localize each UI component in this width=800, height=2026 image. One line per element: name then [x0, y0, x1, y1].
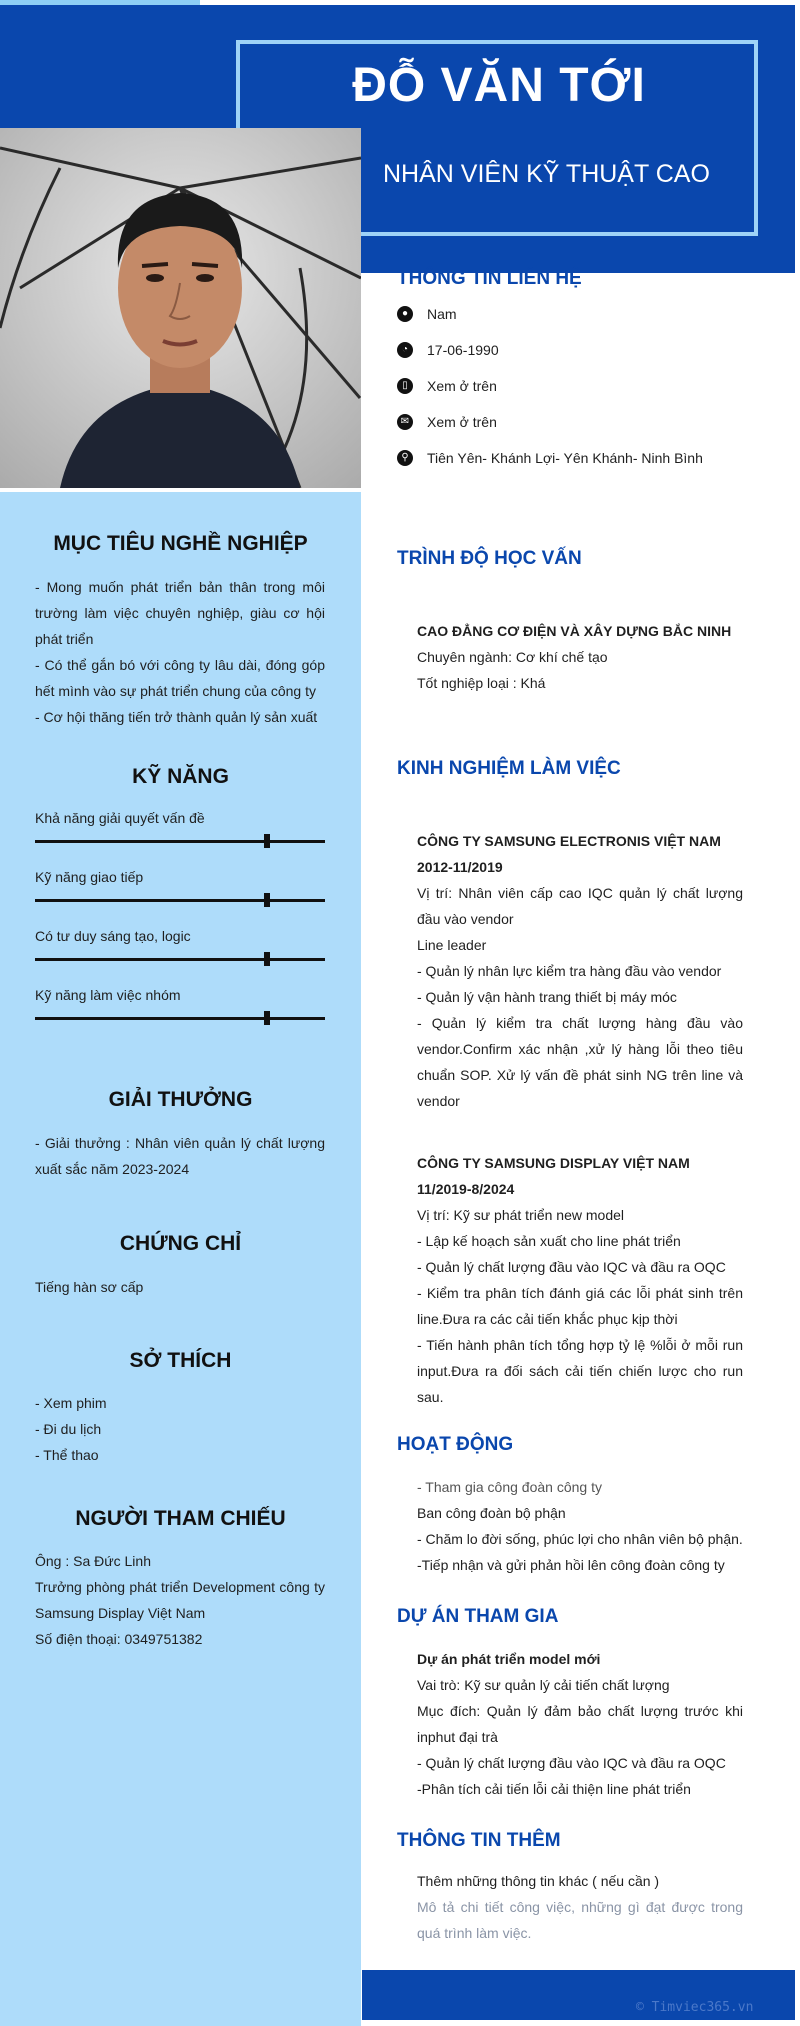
skill-label: Kỹ năng làm việc nhóm	[35, 987, 181, 1003]
hobbies-list	[35, 1390, 325, 1468]
additional-info-title: THÔNG TIN THÊM	[397, 1830, 561, 1851]
certificates-title: CHỨNG CHỈ	[119, 1232, 242, 1255]
person-icon: ●	[397, 306, 413, 322]
skill-bar	[35, 958, 325, 961]
school-name: CAO ĐẲNG CƠ ĐIỆN VÀ XÂY DỰNG BẮC NINH	[417, 623, 732, 639]
location-icon: ⚲	[397, 450, 413, 466]
career-goal-text: - Mong muốn phát triển bản thân trong môi trường làm việc chuyên nghiệp, giàu cơ hội phát triển - Có thể gắn bó với công ty lâu dài, đóng góp hết mình vào sự phát triển chung của công ty - Cơ hội thăng tiến trở thành quản lý sản xuất	[35, 579, 325, 725]
certificates-text: Tiếng hàn sơ cấp	[35, 1279, 144, 1295]
additional-info-block: Thêm những thông tin khác ( nếu cần ) Mô tả chi tiết công việc, những gì đạt được trong quá trình làm việc.	[417, 1873, 743, 1941]
watermark: © Timviec365.vn	[636, 2000, 754, 2015]
education-major: Chuyên ngành: Cơ khí chế tạo	[417, 649, 608, 665]
skill-level-knob	[264, 834, 270, 848]
clock-icon: ◔	[397, 342, 413, 358]
list-item: - Đi du lịch	[35, 1421, 102, 1437]
skill-bar	[35, 840, 325, 843]
activities-title: HOẠT ĐỘNG	[397, 1434, 514, 1455]
skill-level-knob	[264, 1011, 270, 1025]
references-title: NGƯỜI THAM CHIẾU	[75, 1507, 286, 1530]
skill-label: Khả năng giải quyết vấn đề	[35, 810, 205, 826]
hobbies-title: SỞ THÍCH	[129, 1349, 232, 1372]
skill-bar	[35, 899, 325, 902]
skill-label: Có tư duy sáng tạo, logic	[35, 928, 191, 944]
job-description: Vị trí: Kỹ sư phát triển new model - Lập kế hoạch sản xuất cho line phát triển - Quản lý chất lượng đầu vào IQC và đầu ra OQC - Kiểm tra phân tích đánh giá các lỗi phát sinh trên line.Đưa ra các cải tiến khắc phục kịp thời - Tiến hành phân tích tổng hợp tỷ lệ %lỗi ở mỗi run input.Đưa ra đối sách cải tiến chiến lược cho run sau.	[417, 1207, 743, 1405]
list-item: - Xem phim	[35, 1395, 107, 1411]
education-title: TRÌNH ĐỘ HỌC VẤN	[397, 548, 582, 569]
contact-section-title: THÔNG TIN LIÊN HỆ	[397, 268, 582, 289]
profile-photo	[0, 128, 361, 488]
contact-gender: ● Nam	[397, 302, 457, 326]
job-description: Vị trí: Nhân viên cấp cao IQC quản lý chất lượng đầu vào vendor Line leader - Quản lý nhân lực kiểm tra hàng đầu vào vendor - Quản lý vận hành trang thiết bị máy móc - Quản lý kiểm tra chất lượng hàng đầu vào vendor.Confirm xác nhận ,xử lý hàng lỗi theo tiêu chuẩn SOP. Xử lý vấn đề phát sinh NG trên line và vendor	[417, 885, 743, 1109]
phone-icon: ▯	[397, 378, 413, 394]
contact-address: ⚲ Tiên Yên- Khánh Lợi- Yên Khánh- Ninh Bình	[397, 446, 703, 470]
career-goal-title: MỤC TIÊU NGHỀ NGHIỆP	[53, 532, 308, 555]
awards-text: - Giải thưởng : Nhân viên quản lý chất lượng xuất sắc năm 2023-2024	[35, 1135, 325, 1177]
experience-title: KINH NGHIỆM LÀM VIỆC	[397, 758, 621, 779]
project-name: Dự án phát triển model mới	[417, 1651, 601, 1667]
job-period: 2012-11/2019	[417, 859, 503, 875]
education-block	[417, 618, 743, 696]
experience-job-1	[417, 828, 743, 1114]
skill-label: Kỹ năng giao tiếp	[35, 869, 144, 885]
candidate-name: ĐỖ VĂN TỚI	[352, 59, 646, 112]
job-title: NHÂN VIÊN KỸ THUẬT CAO	[383, 160, 710, 188]
activities-block: - Tham gia công đoàn công ty Ban công đoàn bộ phận - Chăm lo đời sống, phúc lợi cho nhân viên bộ phận. -Tiếp nhận và gửi phản hồi lên công đoàn công ty	[417, 1479, 743, 1573]
references-text: Ông : Sa Đức Linh Trưởng phòng phát triển Development công ty Samsung Display Việt Nam Số điện thoại: 0349751382	[35, 1553, 325, 1647]
list-item: - Thể thao	[35, 1447, 99, 1463]
education-grade: Tốt nghiệp loại : Khá	[417, 675, 546, 691]
awards-title: GIẢI THƯỞNG	[108, 1088, 253, 1111]
skills-title: KỸ NĂNG	[132, 765, 229, 788]
experience-job-2	[417, 1150, 743, 1410]
contact-email: ✉ Xem ở trên	[397, 410, 497, 434]
skill-level-knob	[264, 952, 270, 966]
projects-title: DỰ ÁN THAM GIA	[397, 1606, 559, 1627]
job-period: 11/2019-8/2024	[417, 1181, 515, 1197]
projects-block: Dự án phát triển model mới Vai trò: Kỹ sư quản lý cải tiến chất lượng Mục đích: Quản lý đảm bảo chất lượng trước khi inphut đại trà - Quản lý chất lượng đầu vào IQC và đầu ra OQC -Phân tích cải tiến lỗi cải thiện line phát triển	[417, 1646, 743, 1802]
contact-phone: ▯ Xem ở trên	[397, 374, 497, 398]
contact-birthday: ◔ 17-06-1990	[397, 338, 499, 362]
company-name: CÔNG TY SAMSUNG DISPLAY VIỆT NAM	[417, 1155, 690, 1171]
skill-bar	[35, 1017, 325, 1020]
company-name: CÔNG TY SAMSUNG ELECTRONIS VIỆT NAM	[417, 833, 721, 849]
mail-icon: ✉	[397, 414, 413, 430]
skill-level-knob	[264, 893, 270, 907]
